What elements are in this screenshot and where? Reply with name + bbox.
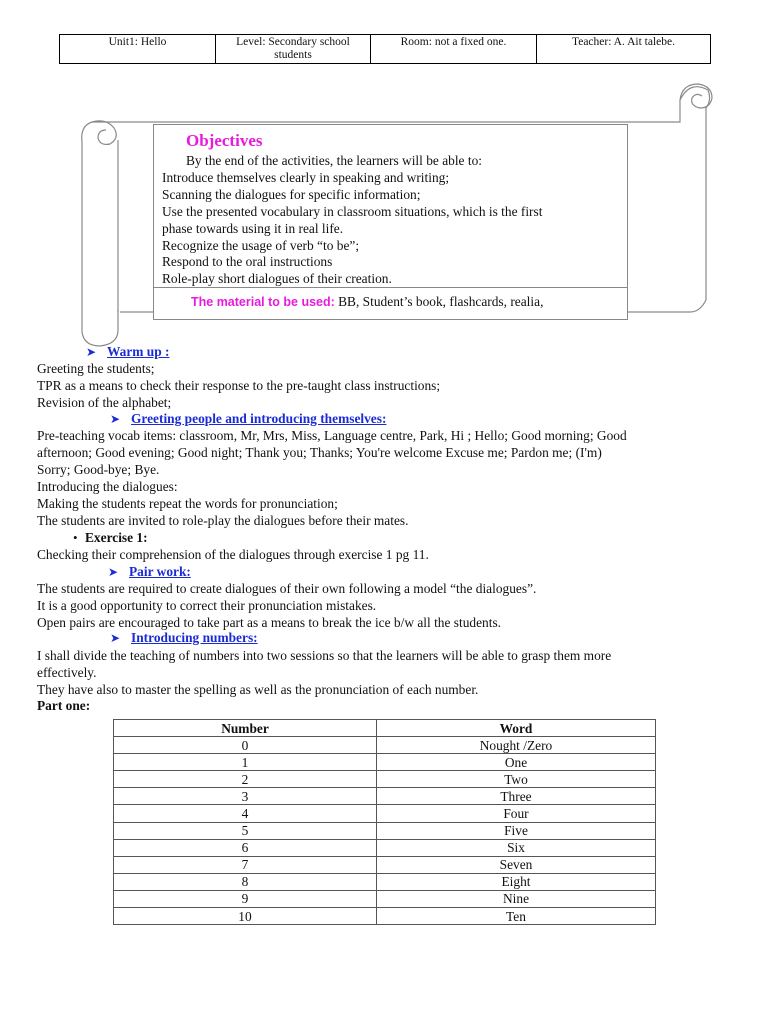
- pair-work-line: The students are required to create dialogues of their own following a model “the dialogues”.: [37, 581, 537, 596]
- objectives-box: [153, 124, 628, 320]
- numbers-line: They have also to master the spelling as well as the pronunciation of each number.: [37, 682, 479, 697]
- material-divider: [154, 287, 627, 288]
- greeting-line: Making the students repeat the words for pronunciation;: [37, 496, 338, 511]
- table-row: [114, 771, 656, 788]
- exercise-line: Checking their comprehension of the dialogues through exercise 1 pg 11.: [37, 547, 429, 562]
- level-cell: Level: Secondary school students: [216, 35, 371, 64]
- table-row: [114, 822, 656, 839]
- number-cell: 9: [114, 890, 377, 907]
- number-cell: 2: [114, 771, 377, 788]
- pair-work-heading: Pair work:: [129, 564, 191, 579]
- table-row: [114, 856, 656, 873]
- numbers-line: I shall divide the teaching of numbers into two sessions so that the learners will be able to grasp them more: [37, 648, 612, 663]
- number-cell: 0: [114, 737, 377, 754]
- table-row: [114, 754, 656, 771]
- table-row: [114, 839, 656, 856]
- unit-cell: Unit1: Hello: [60, 35, 216, 64]
- number-cell: 3: [114, 788, 377, 805]
- table-row: [114, 908, 656, 925]
- number-cell: 1: [114, 754, 377, 771]
- exercise-heading: Exercise 1:: [85, 530, 148, 545]
- table-row: [114, 805, 656, 822]
- greeting-line: Introducing the dialogues:: [37, 479, 178, 494]
- table-header-row: [114, 720, 656, 737]
- number-cell: 4: [114, 805, 377, 822]
- number-cell: 6: [114, 839, 377, 856]
- word-cell: Five: [377, 822, 656, 839]
- number-cell: 5: [114, 822, 377, 839]
- greeting-line: Pre-teaching vocab items: classroom, Mr, Mrs, Miss, Language centre, Park, Hi ; Hello; Good morning; Good: [37, 428, 627, 443]
- arrow-icon: ➤: [110, 412, 121, 426]
- word-cell: Seven: [377, 856, 656, 873]
- word-cell: Six: [377, 839, 656, 856]
- objective-item: Introduce themselves clearly in speaking and writing;: [162, 169, 450, 185]
- part-one-label: Part one:: [37, 698, 91, 713]
- greeting-line: afternoon; Good evening; Good night; Thank you; Thanks; You're welcome Excuse me; Pardon me; (I'm): [37, 445, 602, 460]
- objectives-intro: By the end of the activities, the learners will be able to:: [186, 153, 482, 168]
- objective-item: Scanning the dialogues for specific information;: [162, 186, 421, 202]
- objective-item: Use the presented vocabulary in classroom situations, which is the first: [162, 203, 543, 219]
- table-row: [114, 788, 656, 805]
- table-row: [114, 737, 656, 754]
- teacher-cell: Teacher: A. Ait talebe.: [537, 35, 711, 64]
- numbers-heading: Introducing numbers:: [131, 630, 258, 645]
- numbers-line: effectively.: [37, 665, 97, 680]
- pair-work-line: Open pairs are encouraged to take part as a means to break the ice b/w all the students.: [37, 615, 502, 630]
- column-header: Word: [377, 720, 656, 737]
- word-cell: Eight: [377, 873, 656, 890]
- pair-work-line: It is a good opportunity to correct their pronunciation mistakes.: [37, 598, 377, 613]
- number-cell: 7: [114, 856, 377, 873]
- greeting-line: The students are invited to role-play the dialogues before their mates.: [37, 513, 409, 528]
- warm-up-line: Revision of the alphabet;: [37, 395, 172, 410]
- bullet-icon: •: [73, 530, 78, 545]
- greeting-heading: Greeting people and introducing themselves:: [131, 411, 387, 426]
- objective-item: Recognize the usage of verb “to be”;: [162, 237, 360, 253]
- warm-up-line: TPR as a means to check their response to the pre-taught class instructions;: [37, 378, 441, 393]
- arrow-icon: ➤: [86, 345, 97, 359]
- word-cell: Nine: [377, 890, 656, 907]
- warm-up-heading: Warm up :: [107, 344, 170, 359]
- number-cell: 10: [114, 908, 377, 925]
- table-row: [114, 873, 656, 890]
- number-cell: 8: [114, 873, 377, 890]
- word-cell: Four: [377, 805, 656, 822]
- material-line: [191, 294, 543, 310]
- table-row: [114, 890, 656, 907]
- objective-item: phase towards using it in real life.: [162, 220, 344, 236]
- greeting-line: Sorry; Good-bye; Bye.: [37, 462, 160, 477]
- arrow-icon: ➤: [110, 631, 121, 645]
- objectives-title: Objectives: [186, 131, 263, 150]
- word-cell: Ten: [377, 908, 656, 925]
- objective-item: Respond to the oral instructions: [162, 254, 333, 270]
- warm-up-line: Greeting the students;: [37, 361, 155, 376]
- material-label: The material to be used:: [191, 295, 335, 309]
- room-cell: Room: not a fixed one.: [371, 35, 537, 64]
- numbers-table: [113, 719, 656, 925]
- objective-item: Role-play short dialogues of their creation.: [162, 271, 392, 287]
- word-cell: Nought /Zero: [377, 737, 656, 754]
- material-text: BB, Student’s book, flashcards, realia,: [334, 294, 544, 309]
- word-cell: Two: [377, 771, 656, 788]
- word-cell: One: [377, 754, 656, 771]
- column-header: Number: [114, 720, 377, 737]
- objectives-list: [162, 153, 542, 288]
- arrow-icon: ➤: [108, 565, 119, 579]
- word-cell: Three: [377, 788, 656, 805]
